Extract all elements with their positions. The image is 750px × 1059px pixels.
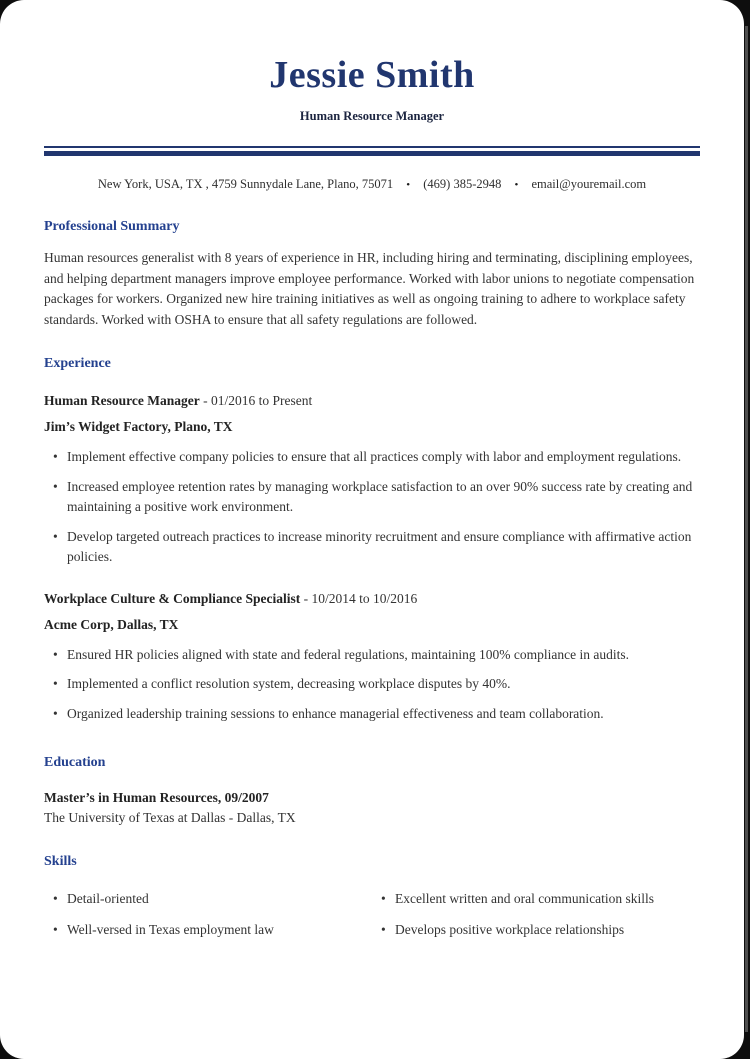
job-title-line	[44, 392, 700, 409]
separator-dot: •	[514, 179, 519, 191]
job-title-line	[44, 590, 700, 607]
resume-job-title: Human Resource Manager	[299, 109, 445, 123]
experience-job	[44, 392, 700, 568]
contact-line	[44, 176, 700, 193]
job-title: Workplace Culture & Compliance Specialist	[44, 590, 301, 606]
skills-column-right	[372, 889, 700, 940]
job-bullet: • Ensured HR policies aligned with state and federal regulations, maintaining 100% compliance in audits.	[44, 645, 700, 666]
job-bullet-list	[44, 447, 700, 568]
experience-heading: Experience	[44, 356, 111, 371]
summary-heading: Professional Summary	[44, 219, 180, 234]
header-divider	[44, 146, 700, 156]
job-bullet: • Organized leadership training sessions to enhance managerial effectiveness and team collaboration.	[44, 704, 700, 725]
job-bullet: • Implement effective company policies to ensure that all practices comply with labor and employment regulations.	[44, 447, 700, 468]
section-experience	[44, 355, 700, 724]
education-entry	[44, 788, 700, 828]
education-school: The University of Texas at Dallas - Dallas, TX	[44, 810, 296, 825]
education-degree: Master’s in Human Resources, 09/2007	[44, 790, 269, 805]
skill-item: • Develops positive workplace relationships	[372, 920, 700, 941]
resume-name: Jessie Smith	[269, 54, 475, 96]
job-bullet: • Increased employee retention rates by managing workplace satisfaction to an over 90% success rate by creating and maintaining a positive work environment.	[44, 477, 700, 518]
skills-heading: Skills	[44, 854, 77, 869]
job-company: Acme Corp, Dallas, TX	[44, 616, 179, 632]
experience-job	[44, 590, 700, 725]
job-bullet: • Develop targeted outreach practices to increase minority recruitment and ensure compliance with affirmative action policies.	[44, 527, 700, 568]
job-bullet: • Implemented a conflict resolution system, decreasing workplace disputes by 40%.	[44, 674, 700, 695]
separator-dot: •	[406, 179, 411, 191]
contact-email: email@youremail.com	[531, 177, 647, 191]
job-title: Human Resource Manager	[44, 393, 200, 408]
skill-item: • Excellent written and oral communication skills	[372, 889, 700, 910]
summary-text: Human resources generalist with 8 years of experience in HR, including hiring and terminating, disciplining employees, and helping department managers improve employee performance. Worked with labor unions to negotiate compensation packages for workers. Organized new hire training initiatives as well as ongoing training to adhere to workplace safety standards. Worked with OSHA to ensure that all safety regulations are followed.	[44, 250, 695, 327]
section-summary	[44, 218, 700, 330]
window-edge	[745, 26, 748, 1032]
education-heading: Education	[44, 755, 106, 770]
section-education	[44, 754, 700, 828]
contact-phone: (469) 385-2948	[423, 177, 502, 191]
job-company: Jim’s Widget Factory, Plano, TX	[44, 419, 233, 434]
skill-item: • Well-versed in Texas employment law	[44, 920, 372, 941]
skills-column-left	[44, 889, 372, 940]
skill-item: • Detail-oriented	[44, 889, 372, 910]
skills-grid	[44, 889, 700, 940]
job-bullet-list	[44, 645, 700, 725]
section-skills	[44, 853, 700, 940]
job-dates: - 10/2014 to 10/2016	[300, 590, 418, 606]
contact-address: New York, USA, TX , 4759 Sunnydale Lane, Plano, 75071	[97, 177, 394, 191]
job-dates: - 01/2016 to Present	[199, 393, 313, 408]
